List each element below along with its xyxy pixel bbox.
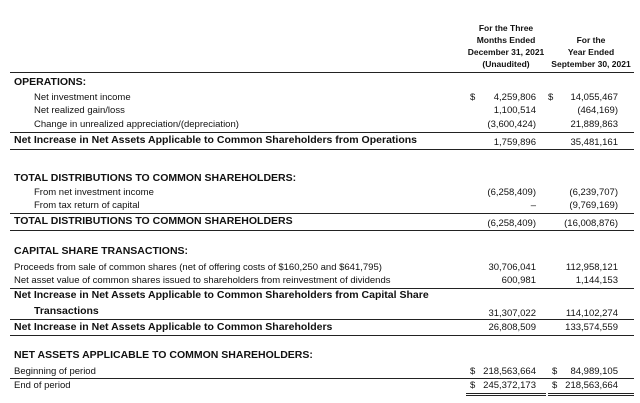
- header-rule: [10, 72, 634, 73]
- currency-symbol: $: [470, 92, 476, 103]
- value-cell: 218,563,664: [565, 380, 618, 391]
- value-cell: –: [530, 200, 536, 211]
- total-value: (6,258,409): [487, 218, 536, 229]
- section-title-operations: OPERATIONS:: [14, 76, 87, 88]
- value-cell: 84,989,105: [570, 366, 618, 377]
- currency-symbol: $: [470, 380, 476, 391]
- row-label: Net asset value of common shares issued to shareholders from reinvestment of dividends: [14, 275, 391, 286]
- value-cell: 600,981: [501, 275, 536, 286]
- section-rule: [10, 230, 634, 231]
- value-cell: 14,055,467: [570, 92, 618, 103]
- section-title-capital: CAPITAL SHARE TRANSACTIONS:: [14, 245, 189, 257]
- total-label: Transactions: [34, 305, 99, 317]
- header-line: Year Ended: [567, 47, 615, 57]
- subtotal-rule: [10, 132, 634, 133]
- header-line: For the Three: [478, 23, 534, 33]
- row-label: End of period: [14, 380, 71, 391]
- section-rule: [10, 335, 634, 336]
- total-value: 1,759,896: [493, 137, 536, 148]
- value-cell: 218,563,664: [483, 366, 536, 377]
- value-cell: (9,769,169): [569, 200, 618, 211]
- value-cell: 1,144,153: [575, 275, 618, 286]
- currency-symbol: $: [470, 366, 476, 377]
- row-label: Net realized gain/loss: [34, 105, 125, 116]
- net-increase-label: Net Increase in Net Assets Applicable to Common Shareholders: [14, 321, 333, 333]
- subtotal-rule: [10, 319, 634, 320]
- currency-symbol: $: [548, 92, 554, 103]
- row-label: Net investment income: [34, 92, 131, 103]
- value-cell: 30,706,041: [488, 262, 536, 273]
- section-rule: [10, 149, 634, 150]
- value-cell: 112,958,121: [565, 262, 618, 273]
- row-label: Change in unrealized appreciation/(depreciation): [34, 119, 239, 130]
- subtotal-rule: [10, 213, 634, 214]
- value-cell: 4,259,806: [493, 92, 536, 103]
- double-underline: [548, 393, 634, 396]
- total-value: 114,102,274: [565, 308, 618, 319]
- total-value: 35,481,161: [570, 137, 618, 148]
- header-line: December 31, 2021: [467, 47, 545, 57]
- total-label: Net Increase in Net Assets Applicable to Common Shareholders from Capital Share: [14, 289, 429, 301]
- value-cell: 21,889,863: [570, 119, 618, 130]
- total-label: TOTAL DISTRIBUTIONS TO COMMON SHAREHOLDERS: [14, 215, 293, 227]
- row-label: From net investment income: [34, 187, 154, 198]
- row-label: Beginning of period: [14, 366, 96, 377]
- value-cell: (6,239,707): [569, 187, 618, 198]
- column-header-year-ended: [548, 36, 634, 72]
- total-label: Net Increase in Net Assets Applicable to Common Shareholders from Operations: [14, 134, 417, 146]
- row-label: Proceeds from sale of common shares (net of offering costs of $160,250 and $641,795): [14, 262, 382, 273]
- header-line: (Unaudited): [482, 59, 530, 69]
- column-header-three-months: [466, 24, 546, 72]
- subtotal-rule: [10, 378, 634, 379]
- value-cell: 245,372,173: [483, 380, 536, 391]
- value-cell: 1,100,514: [493, 105, 536, 116]
- section-title-net-assets: NET ASSETS APPLICABLE TO COMMON SHAREHOLDERS:: [14, 349, 313, 361]
- value-cell: (464,169): [577, 105, 618, 116]
- currency-symbol: $: [552, 366, 558, 377]
- total-value: 31,307,022: [488, 308, 536, 319]
- header-line: For the: [576, 35, 606, 45]
- header-line: Months Ended: [476, 35, 536, 45]
- section-title-distributions: TOTAL DISTRIBUTIONS TO COMMON SHAREHOLDERS:: [14, 172, 297, 184]
- header-line: September 30, 2021: [551, 59, 631, 69]
- double-underline: [466, 393, 546, 396]
- row-label: From tax return of capital: [34, 200, 140, 211]
- currency-symbol: $: [552, 380, 558, 391]
- value-cell: (3,600,424): [487, 119, 536, 130]
- net-increase-value: 133,574,559: [565, 322, 618, 333]
- value-cell: (6,258,409): [487, 187, 536, 198]
- net-increase-value: 26,808,509: [488, 322, 536, 333]
- total-value: (16,008,876): [564, 218, 618, 229]
